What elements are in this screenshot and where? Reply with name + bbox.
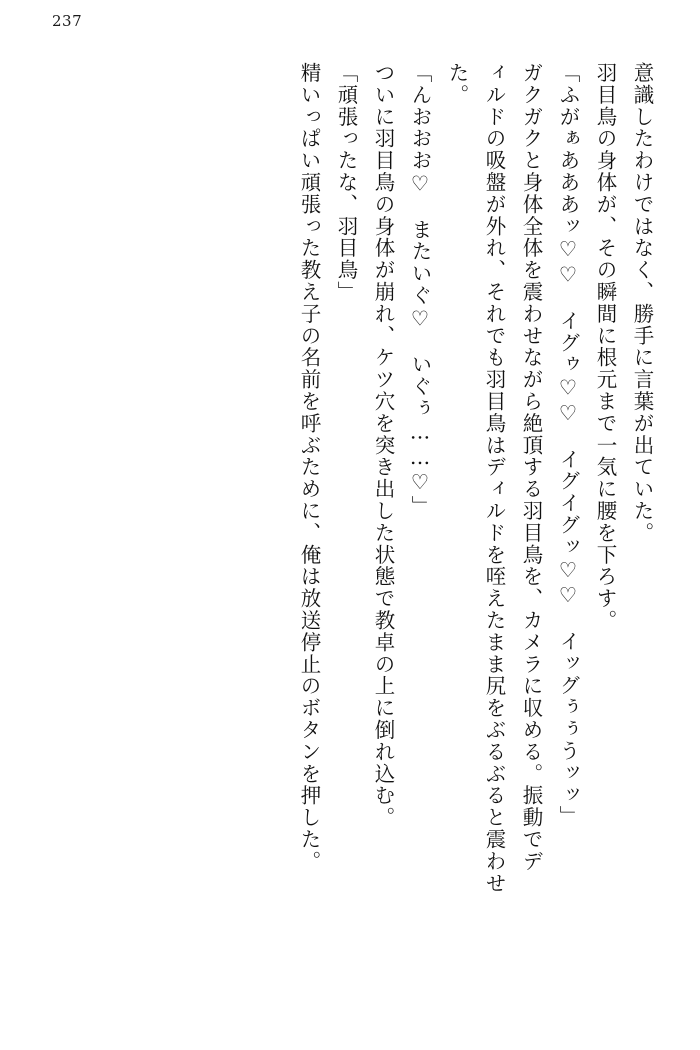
text-column: 「頑張ったな、羽目鳥」 bbox=[334, 62, 358, 303]
page-number: 237 bbox=[52, 12, 83, 30]
text-column: ィルドの吸盤が外れ、それでも羽目鳥はディルドを咥えたまま尻をぶるぶると震わせ bbox=[482, 62, 506, 895]
text-column: 精いっぱい頑張った教え子の名前を呼ぶために、俺は放送停止のボタンを押した。 bbox=[297, 62, 321, 873]
text-column: 羽目鳥の身体が、その瞬間に根元まで一気に腰を下ろす。 bbox=[593, 62, 617, 632]
text-column: ついに羽目鳥の身体が崩れ、ケツ穴を突き出した状態で教卓の上に倒れ込む。 bbox=[371, 62, 395, 829]
text-column: た。 bbox=[445, 62, 469, 106]
text-column: 「んおおお♡ またいぐ♡ いぐぅ……♡」 bbox=[408, 62, 432, 518]
text-column: 「ふがぁあああッ♡♡ イグゥ♡♡ イグイグッ♡♡ イッグぅぅうッッ」 bbox=[556, 62, 580, 828]
vertical-text-body bbox=[60, 62, 652, 1010]
text-column: 意識したわけではなく、勝手に言葉が出ていた。 bbox=[630, 62, 654, 544]
text-column: ガクガクと身体全体を震わせながら絶頂する羽目鳥を、カメラに収める。振動でデ bbox=[519, 62, 543, 873]
